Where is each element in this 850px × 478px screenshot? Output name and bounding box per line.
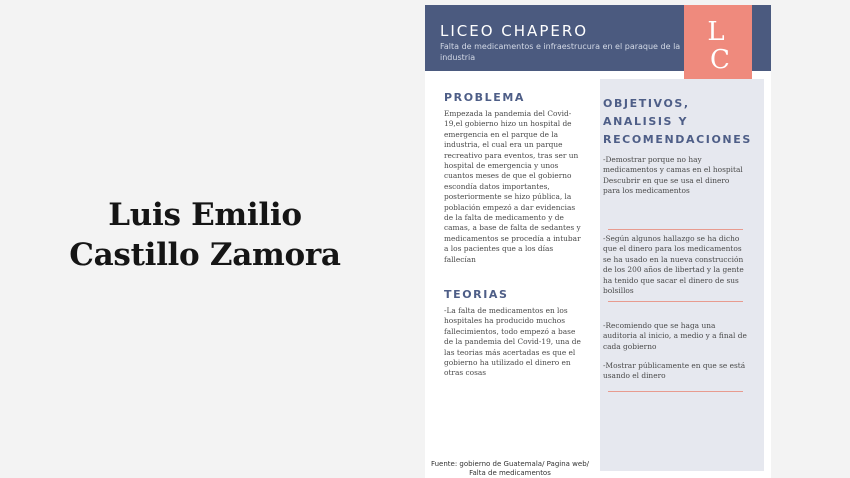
document-subtitle: Falta de medicamentos e infraestrucura en el paraque de la industria xyxy=(440,42,681,62)
recomendacion-item: -Recomiendo que se haga una auditoria al inicio, a medio y a final de cada gobierno xyxy=(603,321,747,351)
problema-heading: PROBLEMA xyxy=(444,91,526,104)
analisis-item: -Según algunos hallazgo se ha dicho que el dinero para los medicamentos se ha usado en la nueva construcción de los 200 años de libertad y la gente ha tenido que sacar el dinero de sus bolsillos xyxy=(603,234,744,296)
section-divider xyxy=(608,391,743,392)
recomendacion-item: -Mostrar públicamente en que se está usando el dinero xyxy=(603,361,746,381)
infographic-document xyxy=(425,5,771,478)
section-divider xyxy=(608,229,743,230)
teorias-heading: TEORIAS xyxy=(444,288,509,301)
source-citation: Fuente: gobierno de Guatemala/ Pagina web/ Falta de medicamentos xyxy=(430,460,590,477)
objetivo-item: -Demostrar porque no hay medicamentos y camas en el hospital Descubrir en que se usa el dinero para los medicamentos xyxy=(603,155,743,196)
objetivos-heading xyxy=(603,95,768,149)
badge-letter-l: L xyxy=(707,17,725,47)
problema-text: Empezada la pandemia del Covid-19,el gobierno hizo un hospital de emergencia en el parque de la industria, el cual era un parque recreativo para eventos, tras ser un hospital de emergencia y unos cuantos meses de que el gobierno escondía datos importantes, posteriormente se hizo pública, la población empezó a dar evidencias de la falta de medicamento y de camas, a base de falta de sedantes y medicamentos se procedía a intubar a los pacientes que a los días fallecían xyxy=(444,109,581,264)
badge-letter-c: C xyxy=(710,45,730,75)
objetivos-heading-line2: ANALISIS Y xyxy=(603,115,689,128)
author-name-line1: Luis Emilio xyxy=(108,197,302,233)
author-name xyxy=(60,195,350,275)
objetivos-heading-line3: RECOMENDACIONES xyxy=(603,133,752,146)
author-name-line2: Castillo Zamora xyxy=(69,237,341,273)
teorias-text: -La falta de medicamentos en los hospitales ha producido muchos fallecimientos, todo empezó a base de la pandemia del Covid-19, una de las teorias más acertadas es que el gobierno ha utilizado el dinero en otras cosas xyxy=(444,306,581,378)
section-divider xyxy=(608,301,743,302)
objetivos-heading-line1: OBJETIVOS, xyxy=(603,97,690,110)
school-title: LICEO CHAPERO xyxy=(440,22,589,40)
